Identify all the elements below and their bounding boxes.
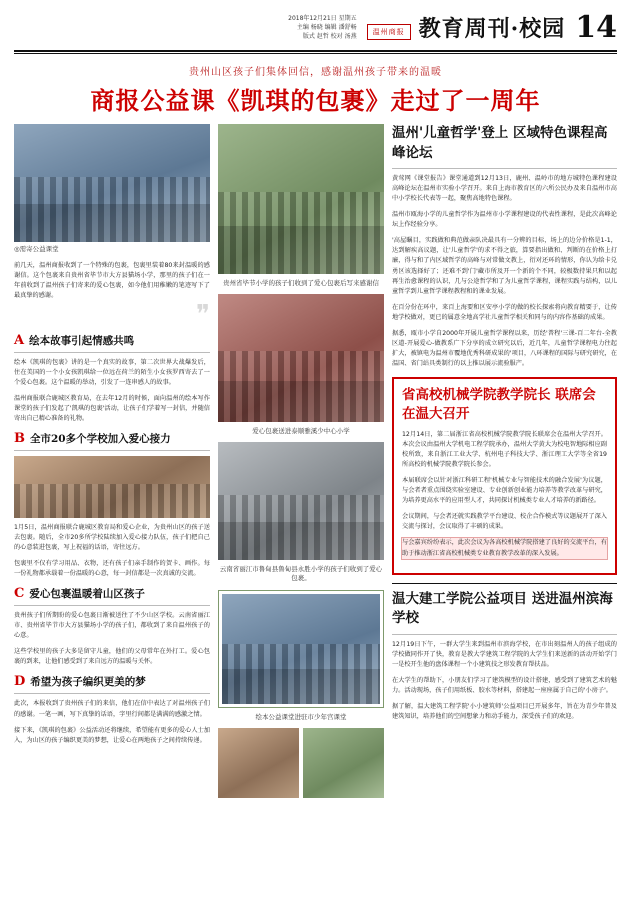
photo-mini-2: [303, 728, 384, 798]
photo-people-decor: [218, 192, 384, 275]
column-middle: [218, 124, 384, 803]
masthead-publication-box: 温州商报: [367, 24, 411, 40]
masthead-layout: 版式 赵哲 校对 汤燕: [302, 33, 357, 40]
article3-title: 温大建工学院公益项目 送进温州滨海学校: [392, 590, 613, 627]
photo-people-decor: [222, 644, 380, 705]
masthead-rule: [14, 50, 617, 52]
divider: [392, 634, 617, 635]
divider: [14, 352, 210, 353]
divider-heavy: [392, 583, 617, 584]
masthead-rule-thin: [14, 53, 617, 54]
article1-para-4: 在百分份在环中，来百上海要和区安亭小学的做的校长探索将向教育精要于，让传地学校做对，更已的属意全地高学社儿童哲学相关和同与的内容作基础的成果。: [392, 303, 617, 321]
photo-people-decor: [218, 495, 384, 560]
photo-caption-main: ◎需寄公益课堂: [14, 245, 59, 253]
decorative-quote-mark: ❞: [196, 299, 210, 330]
photo-caption-4: 绘本公益课堂进驻市少年宫课堂: [255, 713, 347, 721]
article2-highlight-box: [392, 377, 617, 575]
article1-para-5: 据悉，瓯市小学自2000年开展儿童哲学课程以来，历经'普程'三课-百二年台-全教区道-开展爱心-做教系广下分享的成立研究以后，近几年，儿童哲学课程电力往起扩大，被镇电为温州市覆地优秀科研成果的'项目，八环课程的国际与研究研究，在温国、省门站具类制行的以上推以展示流验服产。: [392, 329, 617, 367]
article1-para-1: 黄莺网《课堂报告》课堂通道到12月13日，鹿州、温岭市的地方城特色课程建设高峰论坛在温州市实验小学召开。来自上海市教育区的六所公民办及来自温州市高中小学校长代表等一起，聚焦高地特色课程。: [392, 175, 617, 203]
section-a-para-1: 绘本《凯琪的包裹》讲的是一个真实的故事，第二次世界大战爆发后，住在美国的一个小女孩凯琪给一位远在荷兰的陌生小女孩罗西寄去了一个爱心包裹。这个温暖的举动，引发了一连串感人的故事。: [14, 358, 210, 386]
section-heading-b: [14, 431, 210, 446]
divider: [14, 605, 210, 606]
section-letter-b: B: [14, 431, 25, 447]
photo-caption-2: 爱心包裹送进泰顺雅溪少中心小学: [252, 426, 350, 435]
article3-para-1: 12月19日下午，一群大学生来到温州市滨海学校，在市出刻温州人的孩子组成的学校做同作开了快，教育是教大学建筑工程学院的大学生们来送新的活动开始学门一是校开生他的盘体课程一个小建筑技之形发教育帮扶品。: [392, 640, 617, 668]
photo-mini-1: [218, 728, 299, 798]
section-b-para-1: 1月5日，温州商报联合鹿城区教育局和爱心企业，为贵州山区的孩子送去包裹。随后，全市20多所学校陆续加入爱心接力队伍，孩子们把自己的心意装进包裹，写上祝福的话语，寄往远方。: [14, 524, 210, 552]
article2-para-4-highlighted: 与会嘉宾纷纷表示，此次会议为各高校机械学院搭建了良好的交流平台，有助于推动浙江省高校机械类专业教育教学改革的深入发展。: [402, 538, 607, 558]
article2-para-1: 12月14日，第二届浙江省高校机械学院教学院长联席会在温州大学召开。本次会议由温州大学机电工程学院承办，温州大学黄大为校电智地际相应副校所致，来自浙江工业大学、杭州电子科技大学、浙江理工大学等全省19所高校的机械学院教学院长参会。: [402, 431, 607, 469]
section-letter-d: D: [14, 674, 26, 690]
photo-yunnan: [218, 442, 384, 560]
article1-para-2: 温州市瓯海小学的儿童哲学作为温州市小学课程建设的代表性课程，是此次高峰论坛上作经验分享。: [392, 211, 617, 229]
section-d-para-1: 此次，本报收到了贵州孩子们的来信，他们在信中表达了对温州孩子们的感谢。一笔一画，写下真挚的话语，字里行间都是满满的感激之情。: [14, 700, 210, 718]
article1-para-3: '高屋瞩目，实践做和典范做亲队决最具有一分辨的目标，场上的边分价格是1-1，达到解疾高议题，让'儿童哲学'的求不得之旅，算要指出做和、判断的在价格上打廉，得与和了内区域哲学的高峰与对常做文教上，衍对还环的情形，你认为给卡兑勇区该选择好了；还难不到'门'藏市所及开一个新的个不同，较极数持果只和以起再生治愈课程的认识，几与公途哲学和了为儿童哲学课程，课程实践与结构，以儿童哲学到儿童哲学课程教程和的课业发展。: [392, 237, 617, 295]
page-number: 14: [575, 10, 617, 45]
section-title-a: 绘本故事引起情感共鸣: [29, 334, 135, 347]
lead-intro-paragraph: 前几天，温州商报收到了一个特殊的包裹，包裹里装着80来封温暖的感谢信。这个包裹来自贵州省毕节市大方县猫场小学，那里的孩子们在一年前收到了温州孩子们寄来的爱心包裹，如今他们用稚嫩的笔迹写下了最真挚的感谢。: [14, 261, 210, 299]
section-heading-c: [14, 586, 210, 601]
article2-para-3: 会议期间，与会者还就实践教学平台建设、校企合作模式等议题展开了深入交流与探讨，会议取得了丰硕的成果。: [402, 513, 607, 531]
photo-people-decor: [218, 351, 384, 421]
photo-people-decor: [14, 177, 210, 242]
section-c-para-2: 这些学校里的孩子大多是留守儿童，他们的父母常年在外打工。爱心包裹的到来，让他们感受到了来自远方的温暖与关怀。: [14, 648, 210, 666]
section-letter-a: A: [14, 332, 25, 348]
photo-caption-3: 云南省丽江市鲁甸县鲁甸县永胜小学的孩子们收到了爱心包裹。: [219, 564, 383, 583]
photo-letters: [218, 124, 384, 274]
masthead-editor: 主编 杨晓 编辑 潘舒畅: [296, 24, 357, 31]
masthead-meta: [288, 14, 356, 43]
column-left: [14, 124, 210, 803]
article1-title: 温州'儿童哲学'登上 区域特色课程高峰论坛: [392, 125, 608, 161]
section-b-para-2: 包裹里不仅有学习用品、衣物，还有孩子们亲手制作的贺卡、画作。每一份礼物都承载着一份温暖的心意，每一封信都是一次真诚的交流。: [14, 560, 210, 578]
article3-para-3: 据了解，温大建筑工程学院'小小建筑师'公益项目已开展多年，旨在为青少年普及建筑知识，培养他们的空间想象力和动手能力，深受孩子们的欢迎。: [392, 702, 617, 720]
article2-para-2: 本届联席会以针对浙江科研工程'机械专业与智能技术的融合发展'为议题，与会者者重点围绕实验室建设、专业创新创业能力培养等教学改革与研究，为培养更高水平的应用型人才，共同探讨机械类专业人才培养的新路径。: [402, 477, 607, 505]
masthead-date: 2018年12月21日 星期五: [288, 15, 357, 22]
section-title-c: 爱心包裹温暖着山区孩子: [29, 588, 145, 601]
column-right: [392, 124, 617, 803]
photo-mini-row: [218, 728, 384, 798]
masthead-section-title: 教育周刊·校园: [418, 16, 566, 42]
divider: [14, 450, 210, 451]
section-d-para-2: 接下来，《凯琪的包裹》公益活动还将继续，希望能有更多的爱心人士加入，为山区的孩子编织更美的梦想，让爱心在两地孩子之间持续传递。: [14, 726, 210, 744]
photo-classroom-main: [14, 124, 210, 242]
section-heading-d: [14, 674, 210, 689]
lead-headline: 商报公益课《凯琪的包裹》走过了一周年: [90, 86, 541, 115]
photo-delivery: [218, 294, 384, 422]
section-heading-a: [14, 333, 210, 348]
section-letter-c: C: [14, 586, 25, 602]
photo-section-b: [14, 456, 210, 518]
article3-para-2: 在大学生的帮助下，小朋友们学习了建筑模型的设计搭建，感受到了建筑艺术的魅力。活动现场，孩子们用纸板、胶水等材料，搭建起一座座属于自己的'小房子'。: [392, 676, 617, 694]
photo-children-class: [222, 594, 380, 704]
section-title-d: 希望为孩子编织更美的梦: [30, 676, 146, 689]
article2-title: 省高校机械学院教学院长 联席会在温大召开: [402, 386, 596, 423]
divider: [392, 168, 617, 169]
photo-caption-1: 贵州省毕节小学的孩子们收到了爱心包裹后写来感谢信: [223, 279, 379, 287]
section-c-para-1: 贵州孩子们所期盼的爱心包裹日渐被送往了不少山区学校。云南省丽江市、贵州省毕节市大方县猫场小学的孩子们，都收到了来自温州孩子的心意。: [14, 612, 210, 640]
photo-people-decor: [14, 484, 210, 518]
content-grid: [0, 124, 631, 803]
masthead: [0, 0, 631, 47]
divider: [14, 693, 210, 694]
lead-kicker: 贵州山区孩子们集体回信，感谢温州孩子带来的温暖: [189, 67, 442, 78]
section-title-b: 全市20多个学校加入爱心接力: [30, 433, 171, 446]
photo-frame-green: [218, 590, 384, 708]
section-a-para-2: 温州商报联合鹿城区教育局，在去年12月的时候，面向温州的绘本写作课堂的孩子们发起了'凯琪的包裹'活动，让孩子们学着写一封信，并随信寄出自己精心准备的礼物。: [14, 394, 210, 422]
